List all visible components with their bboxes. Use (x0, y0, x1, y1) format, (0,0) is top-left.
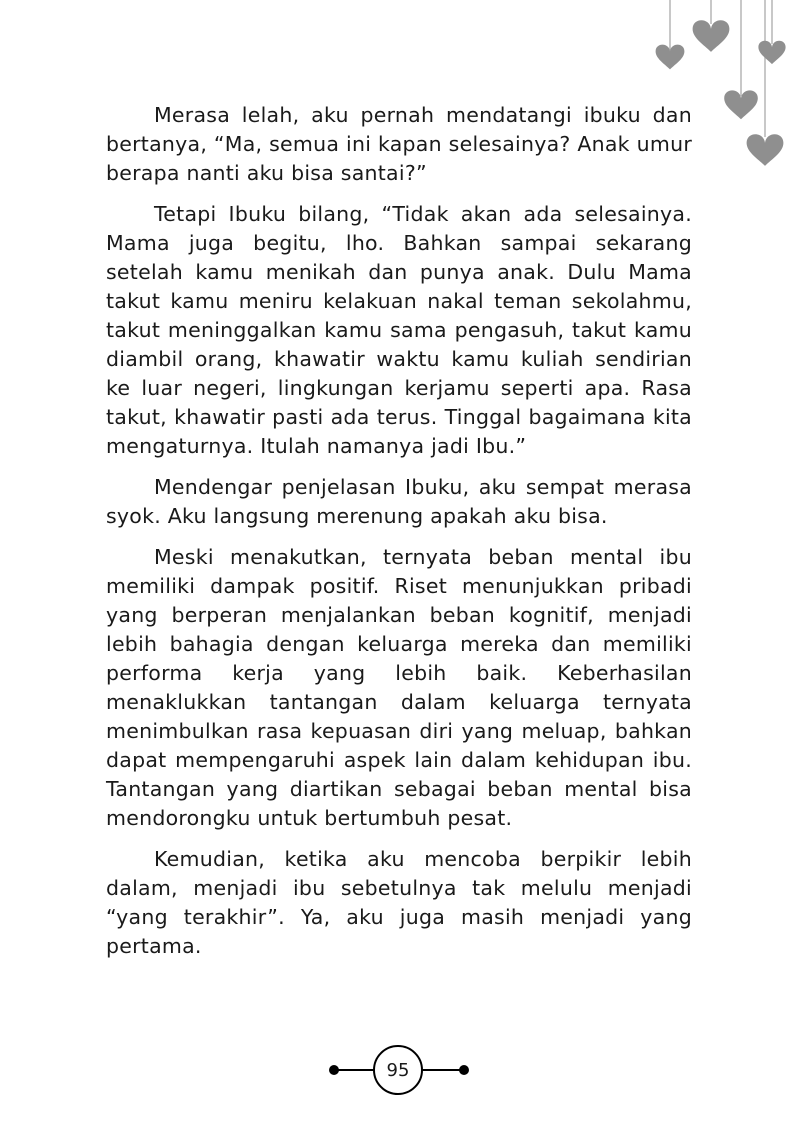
page-footer (0, 1035, 800, 1110)
footer-line-right (420, 1069, 462, 1071)
paragraph-2: Tetapi Ibuku bilang, “Tidak akan ada selesainya. Mama juga begitu, lho. Bahkan sampai sekarang setelah kamu menikah dan punya anak. Dulu Mama takut kamu meniru kelakuan nakal teman sekolahmu, takut meninggalkan kamu sama pengasuh, takut kamu diambil orang, khawatir waktu kamu kuliah sendirian ke luar negeri, lingkungan kerjamu seperti apa. Rasa takut, khawatir pasti ada terus. Tinggal bagaimana kita mengaturnya. Itulah namanya jadi Ibu.” (106, 202, 692, 458)
body-text (106, 101, 692, 973)
paragraph-5: Kemudian, ketika aku mencoba berpikir lebih dalam, menjadi ibu sebetulnya tak melulu menjadi “yang terakhir”. Ya, aku juga masih menjadi yang pertama. (106, 847, 692, 958)
footer-dot-right (459, 1065, 469, 1075)
paragraph-1: Merasa lelah, aku pernah mendatangi ibuku dan bertanya, “Ma, semua ini kapan selesainya? Anak umur berapa nanti aku bisa santai?” (106, 103, 692, 185)
heart-icon (747, 134, 784, 166)
heart-icon (758, 41, 785, 64)
paragraph-3: Mendengar penjelasan Ibuku, aku sempat merasa syok. Aku langsung merenung apakah aku bisa. (106, 475, 692, 528)
page-number: 95 (373, 1045, 423, 1095)
footer-line-left (336, 1069, 376, 1071)
heart-icon (693, 20, 730, 52)
paragraph-4: Meski menakutkan, ternyata beban mental ibu memiliki dampak positif. Riset menunjukkan pribadi yang berperan menjalankan beban kognitif, menjadi lebih bahagia dengan keluarga mereka dan memiliki performa kerja yang lebih baik. Keberhasilan menaklukkan tantangan dalam keluarga ternyata menimbulkan rasa kepuasan diri yang meluap, bahkan dapat mempengaruhi aspek lain dalam kehidupan ibu. Tantangan yang diartikan sebagai beban mental bisa mendorongku untuk bertumbuh pesat. (106, 545, 692, 830)
